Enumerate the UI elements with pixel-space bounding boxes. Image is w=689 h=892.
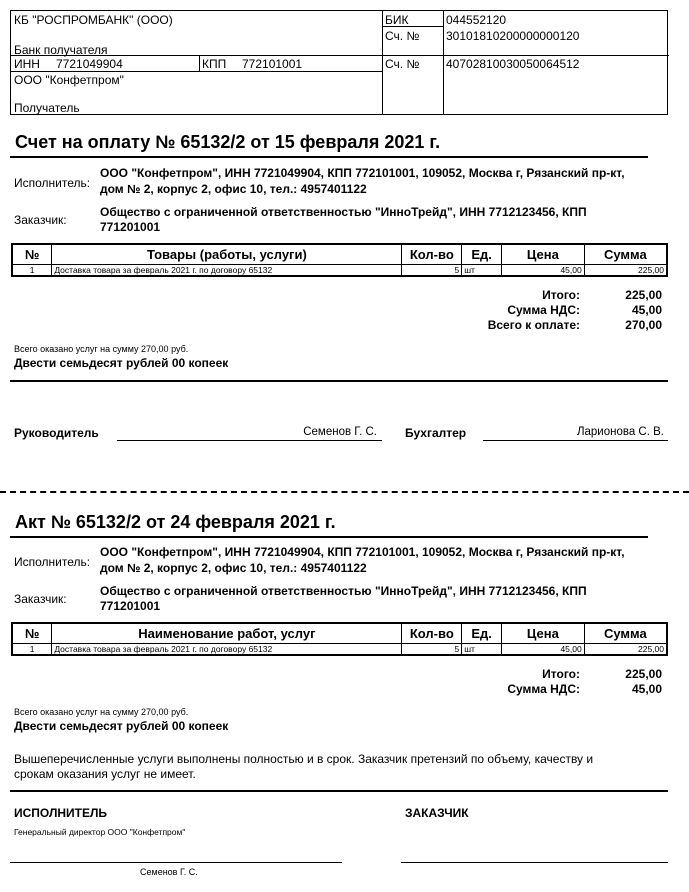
head-signature-line [117, 440, 382, 441]
executor-sign-label: ИСПОЛНИТЕЛЬ [14, 806, 108, 820]
act-customer-label: Заказчик: [14, 592, 67, 606]
bik-label: БИК [385, 13, 409, 27]
total-value: 225,00 [625, 288, 662, 302]
customer-text-line1: Общество с ограниченной ответственностью "ИнноТрейд", ИНН 7712123456, КПП [100, 205, 587, 219]
accountant-signature-label: Бухгалтер [405, 426, 467, 440]
invoice-title: Счет на оплату № 65132/2 от 15 февраля 2021 г. [15, 132, 441, 152]
executor-text-line2: дом № 2, корпус 2, офис 10, тел.: 4957401122 [100, 182, 367, 196]
act-title: Акт № 65132/2 от 24 февраля 2021 г. [15, 512, 336, 532]
kpp-label: КПП [202, 57, 227, 71]
executor-sign-line [10, 862, 342, 863]
row-unit: шт [462, 264, 502, 276]
summary-divider [10, 380, 668, 382]
payment-total-label: Всего к оплате: [487, 318, 580, 332]
executor-label: Исполнитель: [14, 176, 91, 190]
row-number: 1 [12, 264, 52, 276]
row-sum: 225,00 [584, 264, 667, 276]
column-header: Цена [502, 623, 585, 643]
act-executor-label: Исполнитель: [14, 555, 91, 569]
table-row [12, 264, 667, 276]
summary-small-text: Всего оказано услуг на сумму 270,00 руб. [14, 344, 189, 354]
column-header: Кол-во [402, 244, 462, 264]
act-title-underline [10, 536, 648, 538]
vat-value: 45,00 [631, 303, 662, 317]
kpp-value: 772101001 [242, 57, 303, 71]
act-customer-text-line2: 771201001 [100, 599, 161, 613]
column-header: № [12, 244, 52, 264]
row-quantity: 5 [402, 643, 462, 655]
act-items-table [11, 622, 668, 656]
column-header: Товары (работы, услуги) [52, 244, 402, 264]
invoice-items-table [11, 243, 668, 277]
corr-account-value: 30101810200000000120 [446, 29, 580, 43]
customer-sign-label: ЗАКАЗЧИК [405, 806, 469, 820]
act-vat-value: 45,00 [631, 682, 662, 696]
total-label: Итого: [542, 288, 580, 302]
customer-sign-line [401, 862, 668, 863]
act-summary-words: Двести семьдесят рублей 00 копеек [14, 719, 229, 733]
act-total-value: 225,00 [625, 667, 662, 681]
act-total-label: Итого: [542, 667, 580, 681]
cut-line [0, 491, 689, 493]
customer-text-line2: 771201001 [100, 220, 161, 234]
account-value: 40702810030050064512 [446, 57, 580, 71]
act-vat-label: Сумма НДС: [507, 682, 580, 696]
column-header: Ед. [462, 244, 502, 264]
column-header: Цена [502, 244, 585, 264]
column-header: Сумма [584, 244, 667, 264]
act-executor-text-line1: ООО "Конфетпром", ИНН 7721049904, КПП 772101001, 109052, Москва г, Рязанский пр-кт, [100, 545, 625, 559]
column-header: Ед. [462, 623, 502, 643]
account-label: Сч. № [385, 57, 420, 71]
executor-sign-name: Семенов Г. С. [140, 867, 198, 877]
row-unit: шт [462, 643, 502, 655]
row-number: 1 [12, 643, 52, 655]
column-header: Кол-во [402, 623, 462, 643]
table-row [12, 643, 667, 655]
row-sum: 225,00 [584, 643, 667, 655]
vat-label: Сумма НДС: [507, 303, 580, 317]
head-signature-label: Руководитель [14, 426, 99, 440]
payment-total-value: 270,00 [625, 318, 662, 332]
act-divider [10, 790, 668, 792]
table-header-row [12, 623, 667, 643]
title-underline [10, 156, 648, 158]
column-header: № [12, 623, 52, 643]
recipient-label: Получатель [14, 101, 80, 115]
executor-text-line1: ООО "Конфетпром", ИНН 7721049904, КПП 772101001, 109052, Москва г, Рязанский пр-кт, [100, 166, 625, 180]
bank-label: Банк получателя [14, 43, 108, 57]
column-header: Наименование работ, услуг [52, 623, 402, 643]
row-quantity: 5 [402, 264, 462, 276]
corr-account-label: Сч. № [385, 29, 420, 43]
customer-label: Заказчик: [14, 213, 67, 227]
act-statement-line2: срокам оказания услуг не имеет. [14, 767, 196, 781]
accountant-signature-line [483, 440, 668, 441]
head-name: Семенов Г. С. [303, 426, 377, 438]
bank-details-table [10, 10, 668, 115]
accountant-name: Ларионова С. В. [576, 426, 664, 438]
inn-value: 7721049904 [56, 57, 123, 71]
row-name: Доставка товара за февраль 2021 г. по договору 65132 [52, 264, 402, 276]
bik-value: 044552120 [446, 13, 507, 27]
act-executor-text-line2: дом № 2, корпус 2, офис 10, тел.: 4957401122 [100, 561, 367, 575]
row-name: Доставка товара за февраль 2021 г. по договору 65132 [52, 643, 402, 655]
row-price: 45,00 [502, 643, 585, 655]
table-header-row [12, 244, 667, 264]
act-statement-line1: Вышеперечисленные услуги выполнены полностью и в срок. Заказчик претензий по объему, качеству и [14, 752, 594, 766]
bank-name: КБ "РОСПРОМБАНК" (ООО) [14, 13, 173, 27]
column-header: Сумма [584, 623, 667, 643]
act-summary-small-text: Всего оказано услуг на сумму 270,00 руб. [14, 707, 189, 717]
row-price: 45,00 [502, 264, 585, 276]
summary-words: Двести семьдесят рублей 00 копеек [14, 356, 229, 370]
inn-label: ИНН [14, 57, 40, 71]
recipient-name: ООО "Конфетпром" [14, 73, 124, 87]
act-customer-text-line1: Общество с ограниченной ответственностью "ИнноТрейд", ИНН 7712123456, КПП [100, 584, 587, 598]
executor-position: Генеральный директор ООО "Конфетпром" [14, 827, 186, 837]
